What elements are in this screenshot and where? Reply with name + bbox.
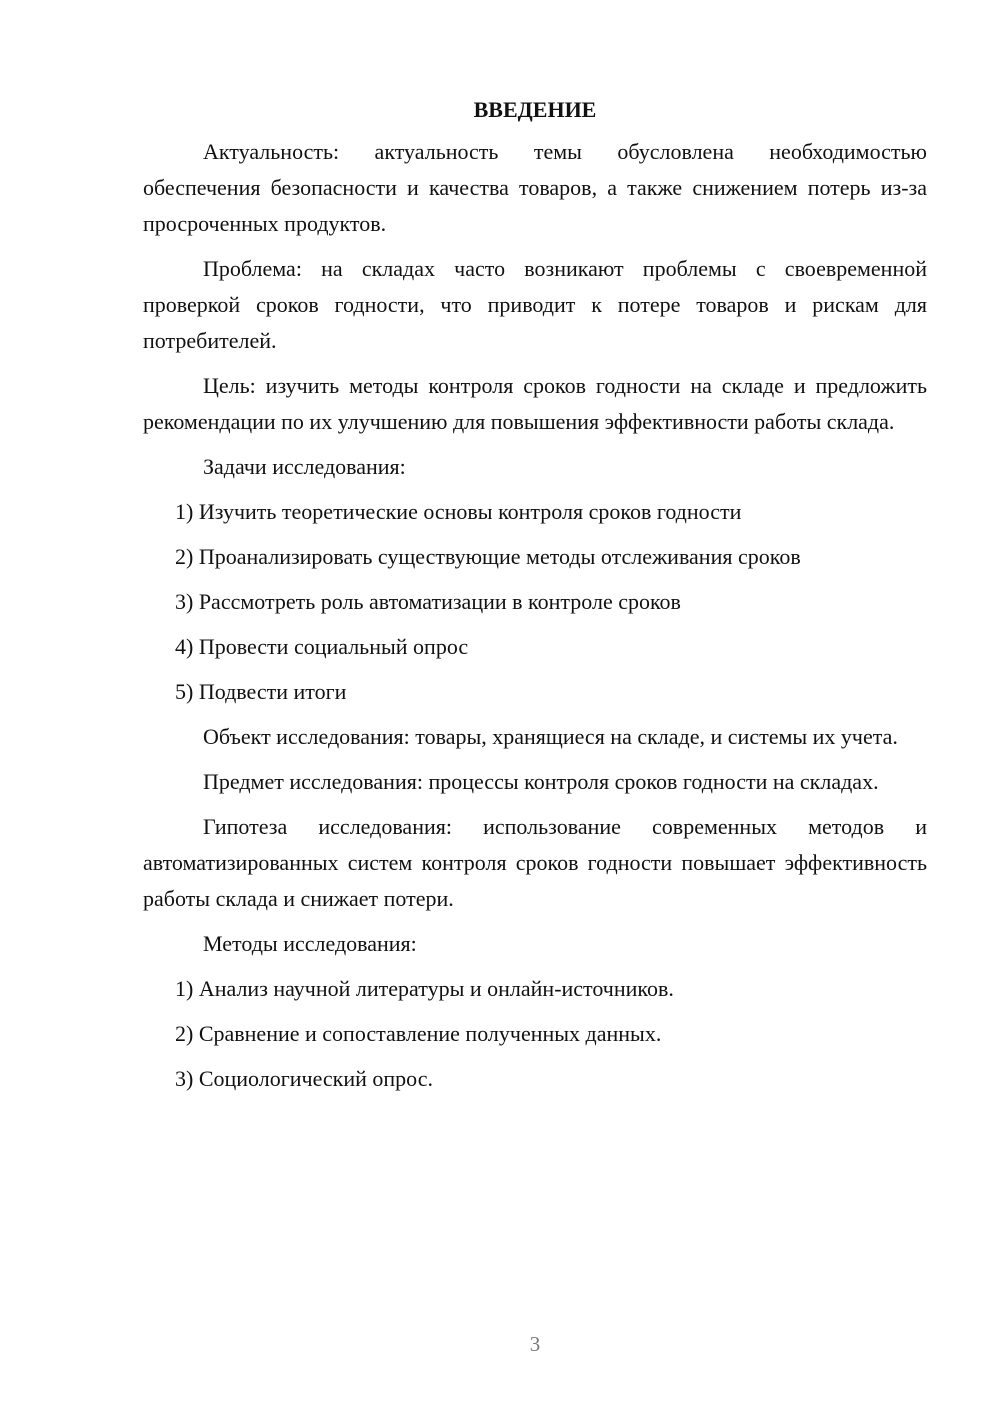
section-title: ВВЕДЕНИЕ [473, 97, 597, 122]
list-item: 2) Проанализировать существующие методы отслеживания сроков [175, 544, 801, 569]
list-item: 2) Сравнение и сопоставление полученных данных. [175, 1021, 662, 1046]
page-content [143, 92, 927, 1106]
subject-paragraph: Предмет исследования: процессы контроля сроков годности на складах. [203, 769, 879, 794]
list-item: 4) Провести социальный опрос [175, 634, 469, 659]
list-item: 1) Анализ научной литературы и онлайн-источников. [175, 976, 674, 1001]
relevance-paragraph: Актуальность: актуальность темы обусловлена необходимостью обеспечения безопасности и качества товаров, а также снижением потерь из-за просроченных продуктов. [143, 139, 927, 236]
list-item: 5) Подвести итоги [175, 679, 347, 704]
list-item: 1) Изучить теоретические основы контроля сроков годности [175, 499, 742, 524]
tasks-list [143, 494, 927, 710]
object-paragraph: Объект исследования: товары, хранящиеся на складе, и системы их учета. [203, 724, 898, 749]
list-item: 3) Рассмотреть роль автоматизации в контроле сроков [175, 589, 681, 614]
tasks-heading: Задачи исследования: [203, 454, 406, 479]
methods-list [143, 971, 927, 1097]
problem-paragraph: Проблема: на складах часто возникают проблемы с своевременной проверкой сроков годности, что приводит к потере товаров и рискам для потребителей. [143, 256, 927, 353]
hypothesis-paragraph: Гипотеза исследования: использование современных методов и автоматизированных систем контроля сроков годности повышает эффективность работы склада и снижает потери. [143, 814, 927, 911]
methods-heading: Методы исследования: [203, 931, 417, 956]
goal-paragraph: Цель: изучить методы контроля сроков годности на складе и предложить рекомендации по их улучшению для повышения эффективности работы склада. [143, 373, 927, 434]
list-item: 3) Социологический опрос. [175, 1066, 433, 1091]
page-number: 3 [529, 1332, 541, 1356]
